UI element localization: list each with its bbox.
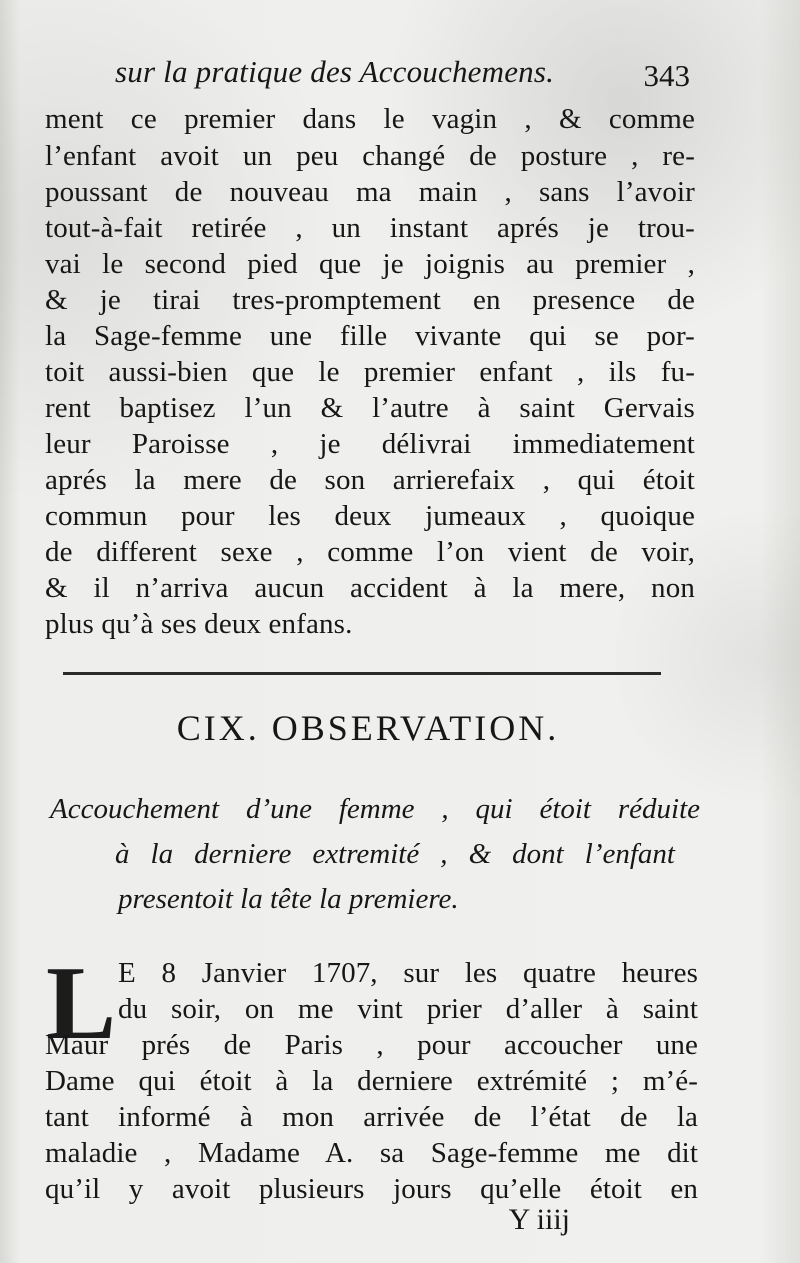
section-heading: CIX. OBSERVATION. [176, 708, 560, 748]
page-number: 343 [643, 58, 690, 93]
body-line: ment ce premier dans le vagin , & comme [45, 103, 695, 135]
body-line: & je tirai tres-promptement en presence de [45, 284, 695, 316]
body-line: & il n’arriva aucun accident à la mere, non [45, 572, 695, 604]
paragraph-line: Dame qui étoit à la derniere extrémité ; m’é- [45, 1065, 698, 1097]
paragraph-line: tant informé à mon arrivée de l’état de la [45, 1101, 698, 1133]
body-line: l’enfant avoit un peu changé de posture , re- [45, 140, 695, 172]
section-rule [63, 672, 661, 675]
paragraph-line: E 8 Janvier 1707, sur les quatre heures [118, 957, 698, 989]
signature-mark: Y iiij [508, 1203, 570, 1236]
body-line: leur Paroisse , je délivrai immediatement [45, 428, 695, 460]
section-subtitle-line: Accouchement d’une femme , qui étoit réduite [50, 793, 700, 825]
body-line: poussant de nouveau ma main , sans l’avoir [45, 176, 695, 208]
body-line: toit aussi-bien que le premier enfant , ils fu- [45, 356, 695, 388]
section-subtitle-line: à la derniere extremité , & dont l’enfant [115, 838, 675, 870]
running-head: sur la pratique des Accouchemens. [115, 54, 555, 89]
body-line: rent baptisez l’un & l’autre à saint Gervais [45, 392, 695, 424]
body-line: aprés la mere de son arrierefaix , qui étoit [45, 464, 695, 496]
body-line: la Sage-femme une fille vivante qui se por- [45, 320, 695, 352]
section-subtitle-line: presentoit la tête la premiere. [118, 883, 459, 915]
body-line: vai le second pied que je joignis au premier , [45, 248, 695, 280]
body-line: de different sexe , comme l’on vient de voir, [45, 536, 695, 568]
drop-cap: L [45, 944, 117, 1061]
paragraph-line: Maur prés de Paris , pour accoucher une [45, 1029, 698, 1061]
paragraph-line: maladie , Madame A. sa Sage-femme me dit [45, 1137, 698, 1169]
body-line: commun pour les deux jumeaux , quoique [45, 500, 695, 532]
body-line: tout-à-fait retirée , un instant aprés je trou- [45, 212, 695, 244]
body-line: plus qu’à ses deux enfans. [45, 608, 353, 640]
paragraph-line: du soir, on me vint prier d’aller à saint [118, 993, 698, 1025]
paragraph-line: qu’il y avoit plusieurs jours qu’elle étoit en [45, 1173, 698, 1205]
